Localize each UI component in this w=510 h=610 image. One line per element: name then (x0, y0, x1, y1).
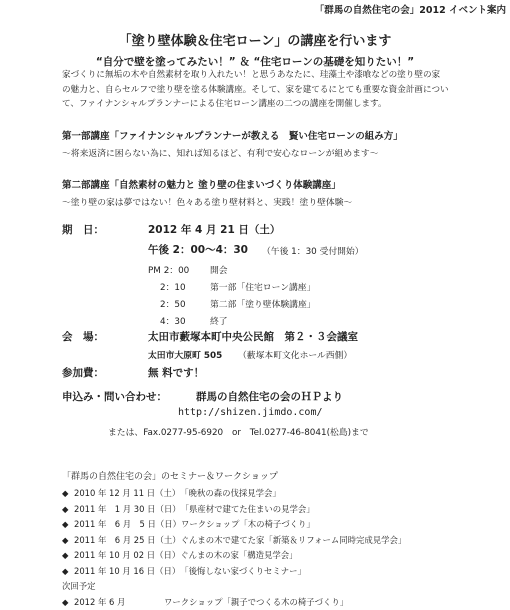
schedule-time: PM 2：00 (148, 263, 189, 276)
venue-address-note: （藪塚本町文化ホール西側） (238, 348, 352, 361)
schedule-time: 2：50 (160, 297, 186, 310)
page-title: 「塗り壁体験＆住宅ローン」の講座を行います (0, 30, 510, 49)
schedule-item: 第二部「塗り壁体験講座」 (210, 297, 316, 310)
venue-label: 会 場： (62, 329, 104, 344)
contact-label: 申込み・問い合わせ： (62, 389, 167, 404)
list-item (62, 533, 406, 549)
intro-line: 家づくりに無垢の木や自然素材を取り入れたい！と思うあなたに、珪藻土や漆喰などの塗り壁の家 (62, 68, 460, 83)
part1-description: ～将来返済に困らない為に、知れば知るほど、有利で安心なローンが組めます～ (62, 146, 379, 159)
website-link[interactable]: http://shizen.jimdo.com/ (178, 407, 323, 418)
workshop-event: 「晩秋の森の伐採見学会」 (180, 486, 281, 502)
venue-address: 太田市大原町 505 (148, 348, 222, 361)
event-time: 午後 2：00～4：30 (148, 242, 248, 257)
workshop-event: ワークショップ「木の椅子づくり」 (181, 517, 315, 533)
diamond-bullet-icon: ◆ (62, 517, 74, 533)
event-date: 2012 年 4 月 21 日（土） (148, 222, 280, 237)
workshop-date: 2011 年 6 月 25 日（土） (74, 535, 181, 545)
diamond-bullet-icon: ◆ (62, 595, 74, 610)
workshop-event: ぐんまの木の家「構造見学会」 (180, 548, 297, 564)
schedule-time: 4：30 (160, 314, 186, 327)
intro-paragraph (62, 68, 460, 112)
diamond-bullet-icon: ◆ (62, 564, 74, 580)
next-schedule-label: 次回予定 (62, 579, 406, 595)
workshop-event: 「後悔しない家づくりセミナー」 (180, 564, 306, 580)
list-item (62, 564, 406, 580)
workshop-date: 2011 年 6 月 5 日（日） (74, 519, 181, 529)
schedule-item: 第一部「住宅ローン講座」 (210, 280, 315, 293)
fee-value: 無 料です！ (148, 365, 204, 380)
list-item (62, 502, 406, 518)
workshop-date: 2011 年 10 月 16 日（日） (74, 566, 180, 576)
contact-value: 群馬の自然住宅の会のＨＰより (196, 389, 343, 404)
schedule-item: 終了 (210, 314, 228, 327)
diamond-bullet-icon: ◆ (62, 502, 74, 518)
workshop-date: 2010 年 12 月 11 日（土） (74, 488, 180, 498)
part2-description: ～塗り壁の家は夢ではない！色々ある塗り壁材料と、実践！塗り壁体験～ (62, 195, 352, 208)
workshop-date: 2011 年 1 月 30 日（日） (74, 504, 181, 514)
contact-phone: または、Fax.0277-95-6920 or Tel.0277-46-8041(松島)まで (108, 425, 369, 438)
list-item (62, 517, 406, 533)
workshop-event: ワークショップ「親子でつくる木の椅子づくり」 (164, 595, 348, 610)
schedule-time: 2：10 (160, 280, 186, 293)
list-item (62, 595, 406, 610)
workshop-date: 2012 年 6 月 (74, 595, 164, 610)
diamond-bullet-icon: ◆ (62, 533, 74, 549)
list-item (62, 548, 406, 564)
schedule-item: 開会 (210, 263, 228, 276)
workshop-event: ぐんまの木で建てた家「新築＆リフォーム同時完成見学会」 (181, 533, 407, 549)
venue-name: 太田市藪塚本町中央公民館 第２・３会議室 (148, 329, 358, 344)
intro-line: て、ファイナンシャルプランナーによる住宅ローン講座の二つの講座を開催します。 (62, 97, 460, 112)
date-label: 期 日： (62, 222, 104, 237)
part1-title: 第一部講座「ファイナンシャルプランナーが教える 賢い住宅ローンの組み方」 (62, 128, 403, 142)
workshops-heading: 「群馬の自然住宅の会」のセミナー＆ワークショップ (62, 469, 278, 482)
part2-title: 第二部講座「自然素材の魅力と 塗り壁の住まいづくり体験講座」 (62, 177, 341, 191)
list-item (62, 486, 406, 502)
intro-line: の魅力と、自らセルフで塗り壁を塗る体験講座。そして、家を建てるにとても重要な資金計画につい (62, 83, 460, 98)
workshop-list (62, 486, 406, 610)
page-subtitle: “自分で壁を塗ってみたい！” ＆ “住宅ローンの基礎を知りたい！” (0, 54, 510, 69)
workshop-date: 2011 年 10 月 02 日（日） (74, 550, 180, 560)
reception-time: （午後 1：30 受付開始） (262, 244, 364, 257)
diamond-bullet-icon: ◆ (62, 486, 74, 502)
workshop-event: 「県産材で建てた住まいの見学会」 (181, 502, 315, 518)
header-title: 「群馬の自然住宅の会」2012 イベント案内 (315, 2, 506, 16)
fee-label: 参加費： (62, 365, 104, 380)
diamond-bullet-icon: ◆ (62, 548, 74, 564)
